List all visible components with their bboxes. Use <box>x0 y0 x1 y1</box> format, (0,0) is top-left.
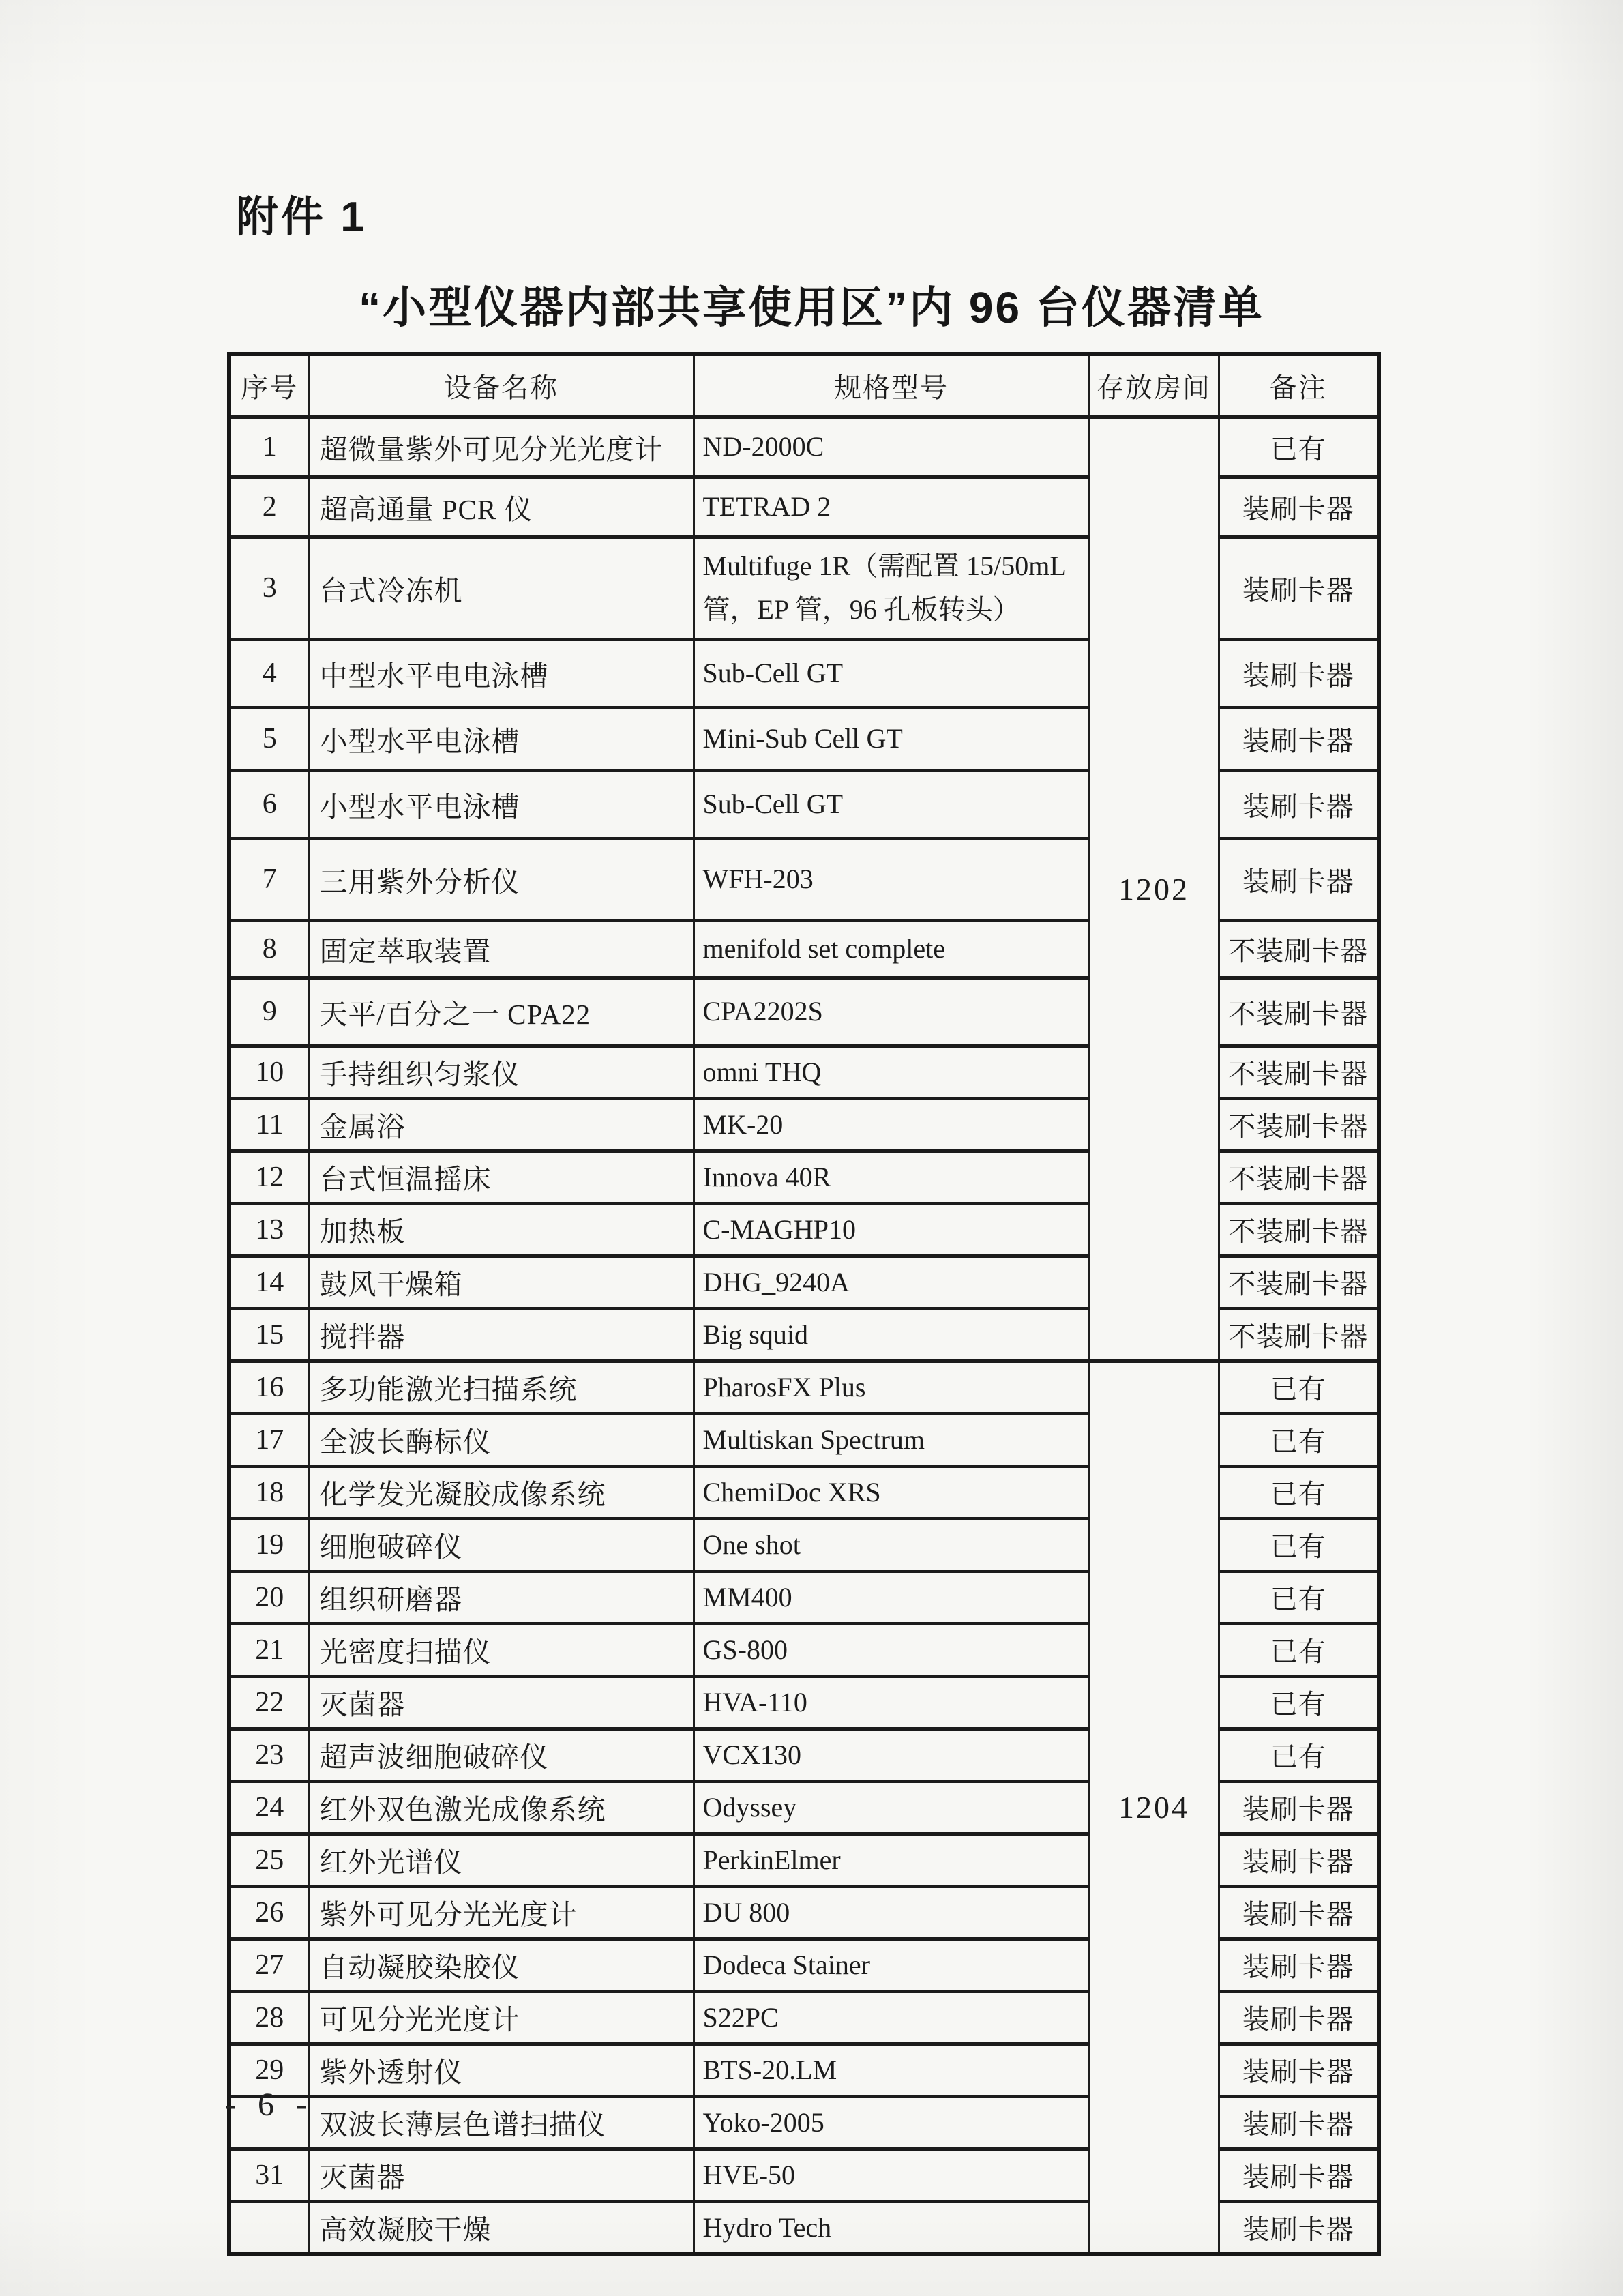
cell-room-group-1202: 1202 <box>1089 417 1219 1361</box>
cell-no: 14 <box>229 1256 309 1308</box>
cell-model: Multifuge 1R（需配置 15/50mL 管，EP 管，96 孔板转头） <box>694 537 1089 639</box>
cell-note: 已有 <box>1219 1623 1379 1676</box>
cell-device-name: 搅拌器 <box>309 1308 694 1361</box>
cell-model: Hydro Tech <box>694 2201 1089 2254</box>
cell-no: 26 <box>229 1886 309 1939</box>
cell-no: 15 <box>229 1308 309 1361</box>
cell-note: 装刷卡器 <box>1219 2149 1379 2201</box>
cell-no: 9 <box>229 977 309 1046</box>
cell-no: 5 <box>229 707 309 770</box>
col-header-device-name: 设备名称 <box>309 354 694 417</box>
cell-no: 28 <box>229 1991 309 2044</box>
cell-device-name: 红外光谱仪 <box>309 1834 694 1886</box>
cell-device-name: 三用紫外分析仪 <box>309 838 694 920</box>
cell-model: VCX130 <box>694 1728 1089 1781</box>
cell-model: PharosFX Plus <box>694 1361 1089 1413</box>
cell-model: Innova 40R <box>694 1151 1089 1203</box>
cell-model: CPA2202S <box>694 977 1089 1046</box>
cell-no: 19 <box>229 1518 309 1571</box>
cell-no: 8 <box>229 920 309 977</box>
table-row <box>229 417 1379 477</box>
col-header-no: 序号 <box>229 354 309 417</box>
cell-model: GS-800 <box>694 1623 1089 1676</box>
cell-note: 不装刷卡器 <box>1219 1256 1379 1308</box>
cell-device-name: 金属浴 <box>309 1098 694 1151</box>
cell-model: Yoko-2005 <box>694 2096 1089 2149</box>
cell-note: 不装刷卡器 <box>1219 1308 1379 1361</box>
cell-note: 装刷卡器 <box>1219 838 1379 920</box>
cell-no: 29 <box>229 2044 309 2096</box>
cell-device-name: 全波长酶标仪 <box>309 1413 694 1466</box>
cell-model: Odyssey <box>694 1781 1089 1834</box>
cell-note: 已有 <box>1219 417 1379 477</box>
cell-note: 已有 <box>1219 1676 1379 1728</box>
page-number: - 6 - <box>225 2087 314 2123</box>
cell-device-name: 紫外透射仪 <box>309 2044 694 2096</box>
cell-model: omni THQ <box>694 1046 1089 1098</box>
cell-no <box>229 2201 309 2254</box>
cell-model: MM400 <box>694 1571 1089 1623</box>
cell-no: 12 <box>229 1151 309 1203</box>
cell-no: 1 <box>229 417 309 477</box>
cell-note: 不装刷卡器 <box>1219 1046 1379 1098</box>
cell-note: 装刷卡器 <box>1219 2096 1379 2149</box>
cell-no: 3 <box>229 537 309 639</box>
cell-no: 21 <box>229 1623 309 1676</box>
cell-note: 装刷卡器 <box>1219 707 1379 770</box>
cell-note: 装刷卡器 <box>1219 1886 1379 1939</box>
cell-device-name: 多功能激光扫描系统 <box>309 1361 694 1413</box>
cell-device-name: 中型水平电电泳槽 <box>309 639 694 707</box>
cell-model: TETRAD 2 <box>694 477 1089 537</box>
cell-no: 17 <box>229 1413 309 1466</box>
cell-device-name: 固定萃取装置 <box>309 920 694 977</box>
cell-device-name: 超微量紫外可见分光光度计 <box>309 417 694 477</box>
cell-device-name: 灭菌器 <box>309 1676 694 1728</box>
cell-note: 装刷卡器 <box>1219 2201 1379 2254</box>
cell-model: WFH-203 <box>694 838 1089 920</box>
cell-no: 31 <box>229 2149 309 2201</box>
cell-note: 装刷卡器 <box>1219 1781 1379 1834</box>
cell-no: 16 <box>229 1361 309 1413</box>
cell-note: 装刷卡器 <box>1219 2044 1379 2096</box>
cell-device-name: 红外双色激光成像系统 <box>309 1781 694 1834</box>
cell-no: 22 <box>229 1676 309 1728</box>
cell-note: 已有 <box>1219 1413 1379 1466</box>
cell-note: 装刷卡器 <box>1219 1939 1379 1991</box>
cell-device-name: 化学发光凝胶成像系统 <box>309 1466 694 1518</box>
cell-no: 10 <box>229 1046 309 1098</box>
cell-no: 24 <box>229 1781 309 1834</box>
cell-model: ND-2000C <box>694 417 1089 477</box>
cell-note: 装刷卡器 <box>1219 1991 1379 2044</box>
header-row <box>229 354 1379 417</box>
cell-no: 27 <box>229 1939 309 1991</box>
document-title: “小型仪器内部共享使用区”内 96 台仪器清单 <box>359 283 1264 332</box>
cell-model: One shot <box>694 1518 1089 1571</box>
cell-model: Big squid <box>694 1308 1089 1361</box>
cell-model: BTS-20.LM <box>694 2044 1089 2096</box>
cell-model: HVA-110 <box>694 1676 1089 1728</box>
cell-device-name: 手持组织匀浆仪 <box>309 1046 694 1098</box>
cell-note: 装刷卡器 <box>1219 639 1379 707</box>
cell-model: ChemiDoc XRS <box>694 1466 1089 1518</box>
col-header-room: 存放房间 <box>1089 354 1219 417</box>
cell-no: 20 <box>229 1571 309 1623</box>
cell-note: 已有 <box>1219 1361 1379 1413</box>
cell-device-name: 紫外可见分光光度计 <box>309 1886 694 1939</box>
instrument-table <box>227 352 1381 2256</box>
cell-note: 已有 <box>1219 1571 1379 1623</box>
cell-device-name: 光密度扫描仪 <box>309 1623 694 1676</box>
cell-no: 7 <box>229 838 309 920</box>
cell-model: Sub-Cell GT <box>694 639 1089 707</box>
cell-note: 已有 <box>1219 1518 1379 1571</box>
cell-device-name: 台式恒温摇床 <box>309 1151 694 1203</box>
cell-no: 11 <box>229 1098 309 1151</box>
cell-note: 已有 <box>1219 1466 1379 1518</box>
cell-device-name: 小型水平电泳槽 <box>309 770 694 838</box>
col-header-model: 规格型号 <box>694 354 1089 417</box>
cell-model: S22PC <box>694 1991 1089 2044</box>
cell-device-name: 鼓风干燥箱 <box>309 1256 694 1308</box>
col-header-note: 备注 <box>1219 354 1379 417</box>
cell-note: 装刷卡器 <box>1219 477 1379 537</box>
cell-model: PerkinElmer <box>694 1834 1089 1886</box>
cell-device-name: 小型水平电泳槽 <box>309 707 694 770</box>
cell-model: menifold set complete <box>694 920 1089 977</box>
cell-model: Sub-Cell GT <box>694 770 1089 838</box>
cell-no: 6 <box>229 770 309 838</box>
cell-model: DHG_9240A <box>694 1256 1089 1308</box>
cell-note: 不装刷卡器 <box>1219 1098 1379 1151</box>
table-row <box>229 1361 1379 1413</box>
cell-device-name: 自动凝胶染胶仪 <box>309 1939 694 1991</box>
cell-model: DU 800 <box>694 1886 1089 1939</box>
cell-note: 装刷卡器 <box>1219 1834 1379 1886</box>
cell-model: HVE-50 <box>694 2149 1089 2201</box>
cell-no: 18 <box>229 1466 309 1518</box>
cell-device-name: 高效凝胶干燥 <box>309 2201 694 2254</box>
cell-device-name: 天平/百分之一 CPA22 <box>309 977 694 1046</box>
cell-device-name: 灭菌器 <box>309 2149 694 2201</box>
cell-model: Mini-Sub Cell GT <box>694 707 1089 770</box>
cell-note: 不装刷卡器 <box>1219 1203 1379 1256</box>
cell-model: Multiskan Spectrum <box>694 1413 1089 1466</box>
cell-note: 不装刷卡器 <box>1219 920 1379 977</box>
cell-note: 不装刷卡器 <box>1219 1151 1379 1203</box>
cell-note: 装刷卡器 <box>1219 770 1379 838</box>
cell-device-name: 超声波细胞破碎仪 <box>309 1728 694 1781</box>
cell-device-name: 细胞破碎仪 <box>309 1518 694 1571</box>
cell-no: 2 <box>229 477 309 537</box>
cell-no: 25 <box>229 1834 309 1886</box>
cell-note: 已有 <box>1219 1728 1379 1781</box>
cell-model: Dodeca Stainer <box>694 1939 1089 1991</box>
cell-model: MK-20 <box>694 1098 1089 1151</box>
cell-device-name: 台式冷冻机 <box>309 537 694 639</box>
attachment-label: 附件 1 <box>236 194 367 241</box>
cell-note: 不装刷卡器 <box>1219 977 1379 1046</box>
cell-model: C-MAGHP10 <box>694 1203 1089 1256</box>
cell-device-name: 组织研磨器 <box>309 1571 694 1623</box>
cell-device-name: 双波长薄层色谱扫描仪 <box>309 2096 694 2149</box>
cell-device-name: 可见分光光度计 <box>309 1991 694 2044</box>
cell-device-name: 加热板 <box>309 1203 694 1256</box>
cell-no: 4 <box>229 639 309 707</box>
cell-note: 装刷卡器 <box>1219 537 1379 639</box>
cell-room-group-1204: 1204 <box>1089 1361 1219 2254</box>
cell-no: 23 <box>229 1728 309 1781</box>
cell-device-name: 超高通量 PCR 仪 <box>309 477 694 537</box>
cell-no: 13 <box>229 1203 309 1256</box>
